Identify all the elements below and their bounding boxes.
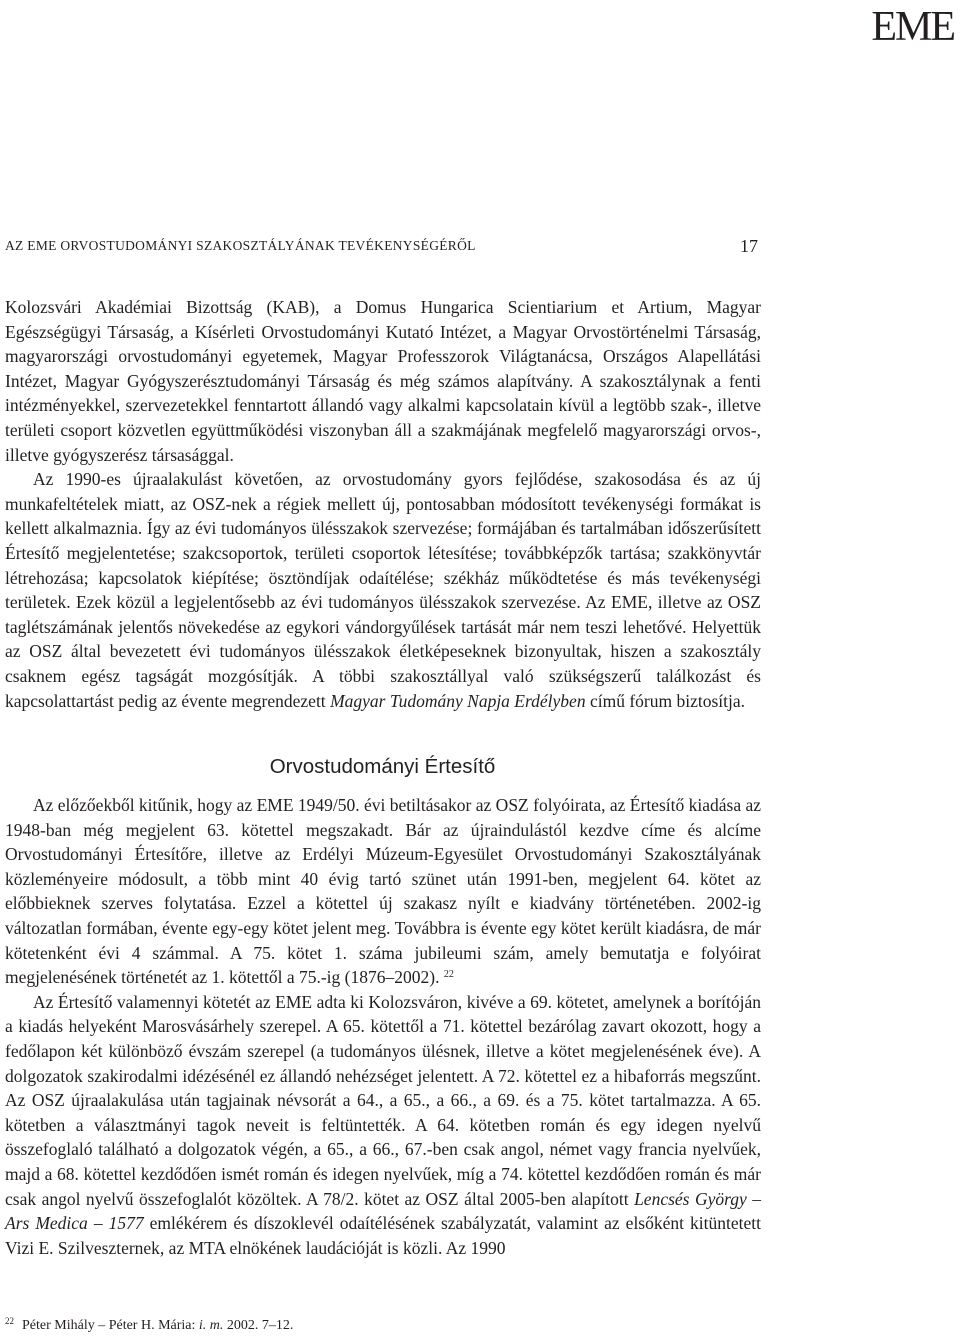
paragraph [5,990,761,1261]
paragraph-text: Az 1990-es újraalakulást követően, az orvostudomány gyors fejlődése, szakosodása és az új munkafeltételek miatt, az OSZ-nek a régiek mellett új, pontosabban módosított tevékenységi formákat is kellett alkalmaznia. Így az évi tudományos ülésszakok szervezése; formájában és tartalmában időszerűsített Értesítő megjelentetése; szakcsoportok, területi csoportok létesítése; továbbképzők tartása; szakkönyvtár létrehozása; kapcsolatok kiépítése; ösztöndíjak odaítélése; székház működtetése és más tevékenységi területek. Ezek közül a legjelentősebb az évi tudományos ülésszakok szervezése. Az EME, illetve az OSZ taglétszámának jelentős növekedése az egykori vándorgyűlések tartását már nem teszi lehetővé. Helyettük az OSZ által bevezetett évi tudományos ülésszakok életképeseknek bizonyultak, hiszen a szakosztály csaknem egész tagságát mozgósítják. A többi szakosztállyal való szükségszerű találkozást és kapcsolattartást pedig az évente megrendezett [5,469,761,711]
section-heading: Orvostudományi Értesítő [269,755,496,778]
footnote-text: Péter Mihály – Péter H. Mária: [22,1318,199,1333]
award-title: Lencsés György – Ars Medica – 1577 [5,1188,761,1234]
footnote-italic: i. m. [198,1318,224,1333]
paragraph-text: emlékérem és díszoklevél odaítélésének szabályzatát, valamint az elsőként kitüntetett Vizi E. Szilveszternek, az MTA elnökének laudációját is közli. Az 1990 [5,1213,761,1258]
paragraph [5,793,761,990]
footnote [5,1318,293,1334]
paragraph [5,467,761,713]
page-number: 17 [740,236,758,256]
footnote-text: 2002. 7–12. [223,1318,294,1333]
event-title: Magyar Tudomány Napja Erdélyben [330,690,586,711]
footnote-number: 22 [5,1316,14,1326]
paragraph-text: Az Értesítő valamennyi kötetét az EME adta ki Kolozsváron, kivéve a 69. kötetet, amelynek a borítóján a kiadás helyeként Marosvásárhely szerepel. A 65. kötettől a 71. kötettel bezárólag zavart okozott, hogy a fedőlapon két különböző évszám szerepel (a tudományos ülésnek, illetve a kötet megjelenésének éve). A dolgozatok szakirodalmi idézésénél ez állandó nehézséget jelentett. A 72. kötettel ez a hibaforrás megszűnt. Az OSZ újraalakulása után tagjainak névsorát a 64., a 65., a 66., a 69. és a 75. kötet tartalmazza. A 65. kötetben a választmányi tagok neveit is feltüntették. A 64. kötetben román és egy idegen nyelvű összefoglaló található a dolgozatok végén, a 65., a 66., 67.-ben csak angol, német vagy francia nyelvűek, majd a 68. kötettel kezdődően ismét román és idegen nyelvűek, míg a 74. kötettel kezdődően román és már csak angol nyelvű összefoglalót közöltek. A 78/2. kötet az OSZ által 2005-ben alapított [5,991,761,1209]
eme-logo: EME [871,4,954,50]
paragraph-text: című fórum biztosítja. [585,690,745,711]
running-head: AZ EME ORVOSTUDOMÁNYI SZAKOSZTÁLYÁNAK TEVÉKENYSÉGÉRŐL [5,238,476,253]
paragraph-text: Az előzőekből kitűnik, hogy az EME 1949/50. évi betiltásakor az OSZ folyóirata, az Értesítő kiadása az 1948-ban még megjelent 63. kötettel megszakadt. Bár az újraindulástól kezdve címe és alcíme Orvostudományi Értesítőre, illetve az Erdélyi Múzeum-Egyesület Orvostudományi Szakosztályának közleményeire módosult, a több mint 40 évig tartó szünet után 1991-ben, megjelent 64. kötet az előbbieknek szerves folytatása. Ezzel a kötettel új szakasz nyílt e kiadvány történetében. 2002-ig változatlan formában, évente egy-egy kötet jelent meg. Továbbra is évente egy kötet került kiadásra, de már kötetenként évi 4 számmal. A 75. kötet 1. száma jubileumi szám, amely bemutatja e folyóirat megjelenésének történetét az 1. kötettől a 75.-ig (1876–2002). [5,795,761,988]
footnote-ref[interactable]: 22 [443,969,454,981]
paragraph: Kolozsvári Akadémiai Bizottság (KAB), a Domus Hungarica Scientiarium et Artium, Magyar Egészségügyi Társaság, a Kísérleti Orvostudományi Kutató Intézet, a Magyar Orvostörténelmi Társaság, magyarországi orvostudományi egyetemek, Magyar Professzorok Világtanácsa, Országos Alapellátási Intézet, Magyar Gyógyszerésztudományi Társaság és még számos alapítvány. A szakosztálynak a fenti intézményekkel, szervezetekkel fenntartott állandó vagy alkalmi kapcsolatain kívül a legtöbb szak-, illetve területi csoport közvetlen együttműködési viszonyban áll a szakmájának megfelelő magyarországi orvos-, illetve gyógyszerész társasággal. [5,297,761,465]
body-text-top [5,295,761,713]
body-text-bottom [5,793,761,1260]
